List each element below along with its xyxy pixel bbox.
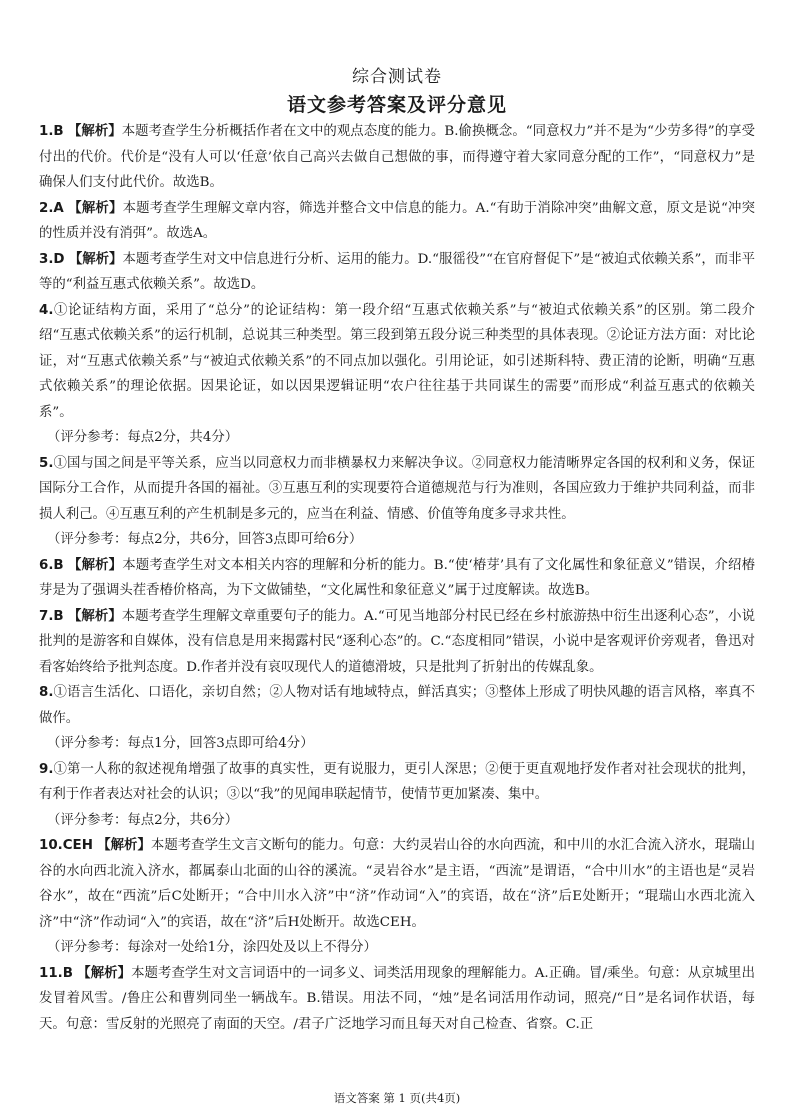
answer-text: 本题考查学生理解文章重要句子的能力。A.“可见当地部分村民已经在乡村旅游热中衍生出逐利心态”，小说批判的是游客和自媒体，没有信息是用来揭露村民“逐利心态”的。C.“态度相同”错误，小说中是客观评价旁观者，鲁迅对看客始终给予批判态度。D.作者并没有哀叹现代人的道德滑坡，只是批判了折射出的传媒乱象。 xyxy=(39,608,755,675)
answer-number: 8. xyxy=(39,685,54,700)
answer-text: ①论证结构方面，采用了“总分”的论证结构：第一段介绍“互惠式依赖关系”与“被迫式依赖关系”的区别。第二段介绍“互惠式依赖关系”的运行机制，总说其三种类型。第三段到第五段分说三种类型的具体表现。②论证方法方面：对比论证，对“互惠式依赖关系”与“被迫式依赖关系”的不同点加以强化。引用论证，如引述斯科特、费正清的论断，明确“互惠式依赖关系”的理论依据。因果论证，如以因果逻辑证明“农户往往基于共同谋生的需要”而形成“利益互惠式的依赖关系”。 xyxy=(39,302,755,420)
answer-text: 本题考查学生分析概括作者在文中的观点态度的能力。B.偷换概念。“同意权力”并不是为“少劳多得”的享受付出的代价。代价是“没有人可以‘任意’依自己高兴去做自己想做的事，而得遵守着大家同意分配的工作”，“同意权力”是确保人们支付此代价。故选B。 xyxy=(39,124,755,190)
answer-number: 4. xyxy=(39,302,54,318)
answer-number: 6.B xyxy=(39,557,64,573)
scoring-note: （评分参考：每点2分，共6分） xyxy=(47,812,239,828)
answer-text: 本题考查学生文言文断句的能力。句意：大约灵岩山谷的水向西流，和中川的水汇合流入济水，琨瑞山谷的水向西北流入济水，都属泰山北面的山谷的溪流。“灵岩谷水”是主语，“西流”是谓语，“合中川水”的主语也是“灵岩谷水”，故在“西流”后C处断开；“合中川水入济”中“济”作动词“入”的宾语，故在“济”后E处断开；“琨瑞山水西北流入济”中“济”作动词“入”的宾语，故在“济”后H处断开。故选CEH。 xyxy=(39,838,755,930)
scoring-note: （评分参考：每点2分，共4分） xyxy=(47,430,239,445)
answer-text: ①语言生活化、口语化，亲切自然；②人物对话有地域特点，鲜活真实；③整体上形成了明快风趣的语言风格，率真不做作。 xyxy=(39,685,755,726)
answer-text: 本题考查学生对文本相关内容的理解和分析的能力。B.“使‘椿芽’具有了文化属性和象征意义”错误，介绍椿芽是为了强调头茬香椿价格高，为下文做铺垫，“文化属性和象征意义”属于过度解读。故选B。 xyxy=(39,557,755,598)
answer-item xyxy=(39,553,755,604)
answer-item xyxy=(39,196,755,247)
answer-item xyxy=(39,247,755,298)
page-subtitle: 语文参考答案及评分意见 xyxy=(286,94,507,116)
analysis-tag: 【解析】 xyxy=(68,250,123,267)
analysis-tag: 【解析】 xyxy=(67,123,122,139)
analysis-tag: 【解析】 xyxy=(77,964,132,981)
answer-text: ①国与国之间是平等关系，应当以同意权力而非横暴权力来解决争议。②同意权力能清晰界定各国的权利和义务，保证国际分工合作，从而提升各国的福祉。③互惠互利的实现要符合道德规范与行为准则，各国应致力于维护共同利益，而非损人利己。④互惠互利的产生机制是多元的，应当在利益、情感、价值等角度多寻求共性。 xyxy=(39,455,755,522)
answer-list xyxy=(39,119,755,1037)
answer-text: 本题考查学生对文中信息进行分析、运用的能力。D.“服徭役”“在官府督促下”是“被迫式依赖关系”，而非平等的“利益互惠式依赖关系”。故选D。 xyxy=(39,251,755,292)
answer-item xyxy=(39,757,755,808)
analysis-tag: 【解析】 xyxy=(67,607,122,624)
answer-number: 3.D xyxy=(39,251,65,267)
answer-item xyxy=(39,119,755,196)
answer-item xyxy=(39,604,755,681)
answer-number: 2.A xyxy=(39,200,64,216)
page-footer: 语文答案 第 1 页(共4页) xyxy=(333,1091,461,1105)
answer-number: 1.B xyxy=(39,124,64,139)
answer-text: 本题考查学生对文言词语中的一词多义、词类活用现象的理解能力。A.正确。冒/乘坐。句意：从京城里出发冒着风雪。/鲁庄公和曹刿同坐一辆战车。B.错误。用法不同，“烛”是名词活用作动词，照亮/“日”是名词作状语，每天。句意：雪反射的光照亮了南面的天空。/君子广泛地学习而且每天对自己检查、省察。C.正 xyxy=(39,965,756,1032)
answer-text: 本题考查学生理解文章内容，筛选并整合文中信息的能力。A.“有助于消除冲突”曲解文意，原文是说“冲突的性质并没有消弭”。故选A。 xyxy=(39,200,755,241)
answer-number: 5. xyxy=(39,455,54,471)
answer-item xyxy=(39,961,755,1038)
analysis-tag: 【解析】 xyxy=(68,556,123,573)
analysis-tag: 【解析】 xyxy=(97,837,151,853)
page-title: 综合测试卷 xyxy=(352,67,442,87)
analysis-tag: 【解析】 xyxy=(68,199,123,216)
answer-item xyxy=(39,680,755,731)
scoring-note: （评分参考：每点2分，共6分，回答3点即可给6分） xyxy=(47,532,363,547)
answer-number: 10.CEH xyxy=(39,838,93,853)
answer-text: ①第一人称的叙述视角增强了故事的真实性，更有说服力，更引人深思；②便于更直观地抒发作者对社会现状的批判，有利于作者表达对社会的认识；③以“我”的见闻串联起情节，使情节更加紧凑、集中。 xyxy=(39,761,755,802)
scoring-note: （评分参考：每涂对一处给1分，涂四处及以上不得分） xyxy=(47,940,377,955)
answer-number: 7.B xyxy=(39,608,64,624)
answer-item xyxy=(39,298,755,426)
answer-item xyxy=(39,833,755,935)
scoring-note: （评分参考：每点1分，回答3点即可给4分） xyxy=(47,736,314,751)
answer-number: 9. xyxy=(39,761,54,777)
answer-number: 11.B xyxy=(39,965,73,981)
answer-item xyxy=(39,451,755,528)
